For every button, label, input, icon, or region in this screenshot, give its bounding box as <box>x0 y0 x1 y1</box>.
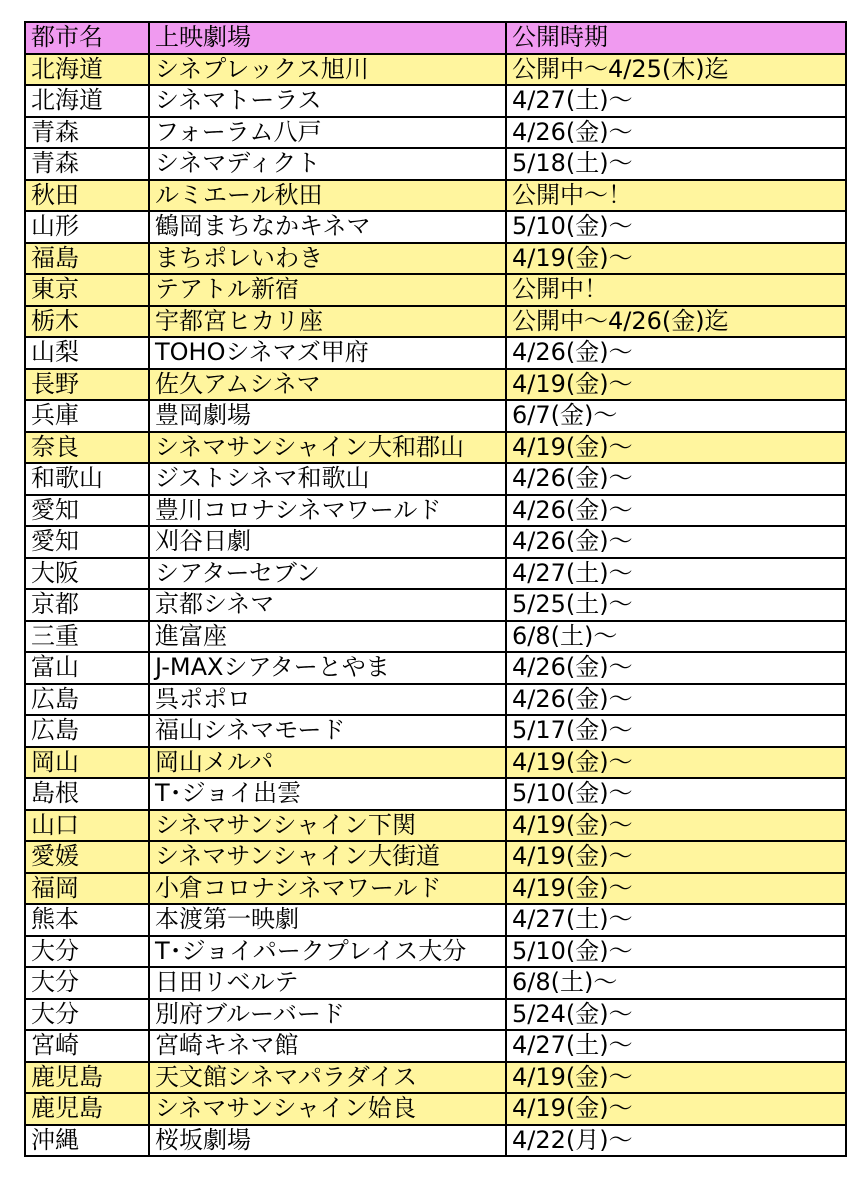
table-row <box>25 211 846 243</box>
cell-city: 大阪 <box>25 558 149 590</box>
table-header <box>25 22 846 54</box>
cell-period: 5/24(金)～ <box>506 999 846 1031</box>
cell-theater: 岡山メルパ <box>149 747 506 779</box>
table-row <box>25 1093 846 1125</box>
cell-city: 山口 <box>25 810 149 842</box>
cell-period: 5/10(金)～ <box>506 211 846 243</box>
cell-theater: 天文館シネマパラダイス <box>149 1062 506 1094</box>
cell-period: 公開中！ <box>506 274 846 306</box>
table-row <box>25 243 846 275</box>
cell-period: 公開中～4/25(木)迄 <box>506 54 846 86</box>
table-row <box>25 306 846 338</box>
cell-period: 6/7(金)～ <box>506 400 846 432</box>
cell-theater: 豊川コロナシネマワールド <box>149 495 506 527</box>
cell-theater: 宮崎キネマ館 <box>149 1030 506 1062</box>
cell-theater: シネマサンシャイン姶良 <box>149 1093 506 1125</box>
cell-theater: シネマサンシャイン大和郡山 <box>149 432 506 464</box>
table-row <box>25 1125 846 1157</box>
cell-theater: TOHOシネマズ甲府 <box>149 337 506 369</box>
cell-theater: ルミエール秋田 <box>149 180 506 212</box>
cell-period: 4/19(金)～ <box>506 747 846 779</box>
cell-period: 4/26(金)～ <box>506 337 846 369</box>
cell-city: 鹿児島 <box>25 1062 149 1094</box>
cell-period: 4/26(金)～ <box>506 463 846 495</box>
cell-period: 6/8(土)～ <box>506 967 846 999</box>
cell-period: 5/10(金)～ <box>506 778 846 810</box>
cell-city: 山梨 <box>25 337 149 369</box>
cell-theater: シネプレックス旭川 <box>149 54 506 86</box>
cell-city: 青森 <box>25 148 149 180</box>
table-row <box>25 652 846 684</box>
cell-theater: 福山シネマモード <box>149 715 506 747</box>
cell-period: 4/26(金)～ <box>506 495 846 527</box>
cell-theater: J-MAXシアターとやま <box>149 652 506 684</box>
cell-city: 長野 <box>25 369 149 401</box>
cell-city: 京都 <box>25 589 149 621</box>
cell-period: 4/27(土)～ <box>506 1030 846 1062</box>
cell-period: 4/19(金)～ <box>506 243 846 275</box>
cell-city: 島根 <box>25 778 149 810</box>
cell-period: 4/19(金)～ <box>506 1093 846 1125</box>
cell-city: 沖縄 <box>25 1125 149 1157</box>
cell-period: 4/22(月)～ <box>506 1125 846 1157</box>
table-row <box>25 274 846 306</box>
cell-period: 6/8(土)～ <box>506 621 846 653</box>
cell-city: 鹿児島 <box>25 1093 149 1125</box>
cell-period: 5/18(土)～ <box>506 148 846 180</box>
table-row <box>25 526 846 558</box>
cell-theater: ジストシネマ和歌山 <box>149 463 506 495</box>
cell-city: 大分 <box>25 936 149 968</box>
table-row <box>25 85 846 117</box>
cell-city: 秋田 <box>25 180 149 212</box>
header-period: 公開時期 <box>506 22 846 54</box>
cell-city: 三重 <box>25 621 149 653</box>
cell-city: 北海道 <box>25 85 149 117</box>
cell-theater: 佐久アムシネマ <box>149 369 506 401</box>
cell-city: 福島 <box>25 243 149 275</box>
cell-period: 4/27(土)～ <box>506 904 846 936</box>
cell-period: 4/19(金)～ <box>506 369 846 401</box>
screening-schedule-table <box>24 21 847 1157</box>
table-row <box>25 873 846 905</box>
cell-city: 広島 <box>25 684 149 716</box>
cell-city: 大分 <box>25 999 149 1031</box>
cell-city: 北海道 <box>25 54 149 86</box>
cell-theater: シアターセブン <box>149 558 506 590</box>
table-row <box>25 904 846 936</box>
table-row <box>25 778 846 810</box>
header-row <box>25 22 846 54</box>
table-row <box>25 684 846 716</box>
cell-period: 4/19(金)～ <box>506 1062 846 1094</box>
cell-period: 4/26(金)～ <box>506 652 846 684</box>
table-row <box>25 117 846 149</box>
cell-city: 岡山 <box>25 747 149 779</box>
cell-theater: 刈谷日劇 <box>149 526 506 558</box>
table-row <box>25 432 846 464</box>
cell-period: 公開中～！ <box>506 180 846 212</box>
cell-theater: まちポレいわき <box>149 243 506 275</box>
cell-period: 4/27(土)～ <box>506 558 846 590</box>
cell-city: 愛知 <box>25 526 149 558</box>
cell-city: 青森 <box>25 117 149 149</box>
cell-theater: シネマサンシャイン下関 <box>149 810 506 842</box>
cell-city: 大分 <box>25 967 149 999</box>
cell-theater: シネマトーラス <box>149 85 506 117</box>
cell-period: 4/19(金)～ <box>506 841 846 873</box>
table-row <box>25 495 846 527</box>
cell-city: 熊本 <box>25 904 149 936</box>
cell-theater: 小倉コロナシネマワールド <box>149 873 506 905</box>
cell-theater: フォーラム八戸 <box>149 117 506 149</box>
table-row <box>25 558 846 590</box>
cell-theater: 日田リベルテ <box>149 967 506 999</box>
cell-period: 5/10(金)～ <box>506 936 846 968</box>
table-row <box>25 967 846 999</box>
cell-city: 兵庫 <box>25 400 149 432</box>
table-row <box>25 463 846 495</box>
table-row <box>25 148 846 180</box>
cell-period: 4/19(金)～ <box>506 873 846 905</box>
cell-theater: 鶴岡まちなかキネマ <box>149 211 506 243</box>
table-row <box>25 337 846 369</box>
cell-theater: T･ジョイ出雲 <box>149 778 506 810</box>
cell-theater: 呉ポポロ <box>149 684 506 716</box>
cell-theater: シネマディクト <box>149 148 506 180</box>
table-row <box>25 180 846 212</box>
cell-theater: 別府ブルーバード <box>149 999 506 1031</box>
cell-theater: テアトル新宿 <box>149 274 506 306</box>
cell-city: 和歌山 <box>25 463 149 495</box>
table-row <box>25 936 846 968</box>
table-row <box>25 369 846 401</box>
cell-city: 奈良 <box>25 432 149 464</box>
cell-period: 5/17(金)～ <box>506 715 846 747</box>
cell-period: 4/19(金)～ <box>506 810 846 842</box>
cell-period: 公開中～4/26(金)迄 <box>506 306 846 338</box>
cell-period: 5/25(土)～ <box>506 589 846 621</box>
cell-city: 東京 <box>25 274 149 306</box>
table-row <box>25 589 846 621</box>
cell-period: 4/26(金)～ <box>506 684 846 716</box>
cell-theater: 宇都宮ヒカリ座 <box>149 306 506 338</box>
table-row <box>25 841 846 873</box>
cell-period: 4/26(金)～ <box>506 117 846 149</box>
header-theater: 上映劇場 <box>149 22 506 54</box>
table-row <box>25 621 846 653</box>
cell-city: 広島 <box>25 715 149 747</box>
cell-city: 宮崎 <box>25 1030 149 1062</box>
cell-theater: 京都シネマ <box>149 589 506 621</box>
cell-city: 山形 <box>25 211 149 243</box>
cell-theater: シネマサンシャイン大街道 <box>149 841 506 873</box>
cell-city: 愛知 <box>25 495 149 527</box>
table-row <box>25 747 846 779</box>
cell-city: 福岡 <box>25 873 149 905</box>
cell-theater: 進富座 <box>149 621 506 653</box>
table-row <box>25 810 846 842</box>
cell-theater: T･ジョイパークプレイス大分 <box>149 936 506 968</box>
cell-city: 富山 <box>25 652 149 684</box>
table-row <box>25 1030 846 1062</box>
cell-period: 4/26(金)～ <box>506 526 846 558</box>
table-row <box>25 999 846 1031</box>
header-city: 都市名 <box>25 22 149 54</box>
cell-theater: 桜坂劇場 <box>149 1125 506 1157</box>
table-row <box>25 54 846 86</box>
cell-theater: 豊岡劇場 <box>149 400 506 432</box>
cell-city: 栃木 <box>25 306 149 338</box>
table-row <box>25 715 846 747</box>
table-row <box>25 400 846 432</box>
cell-period: 4/19(金)～ <box>506 432 846 464</box>
cell-city: 愛媛 <box>25 841 149 873</box>
table-row <box>25 1062 846 1094</box>
table-body <box>25 54 846 1157</box>
cell-period: 4/27(土)～ <box>506 85 846 117</box>
cell-theater: 本渡第一映劇 <box>149 904 506 936</box>
